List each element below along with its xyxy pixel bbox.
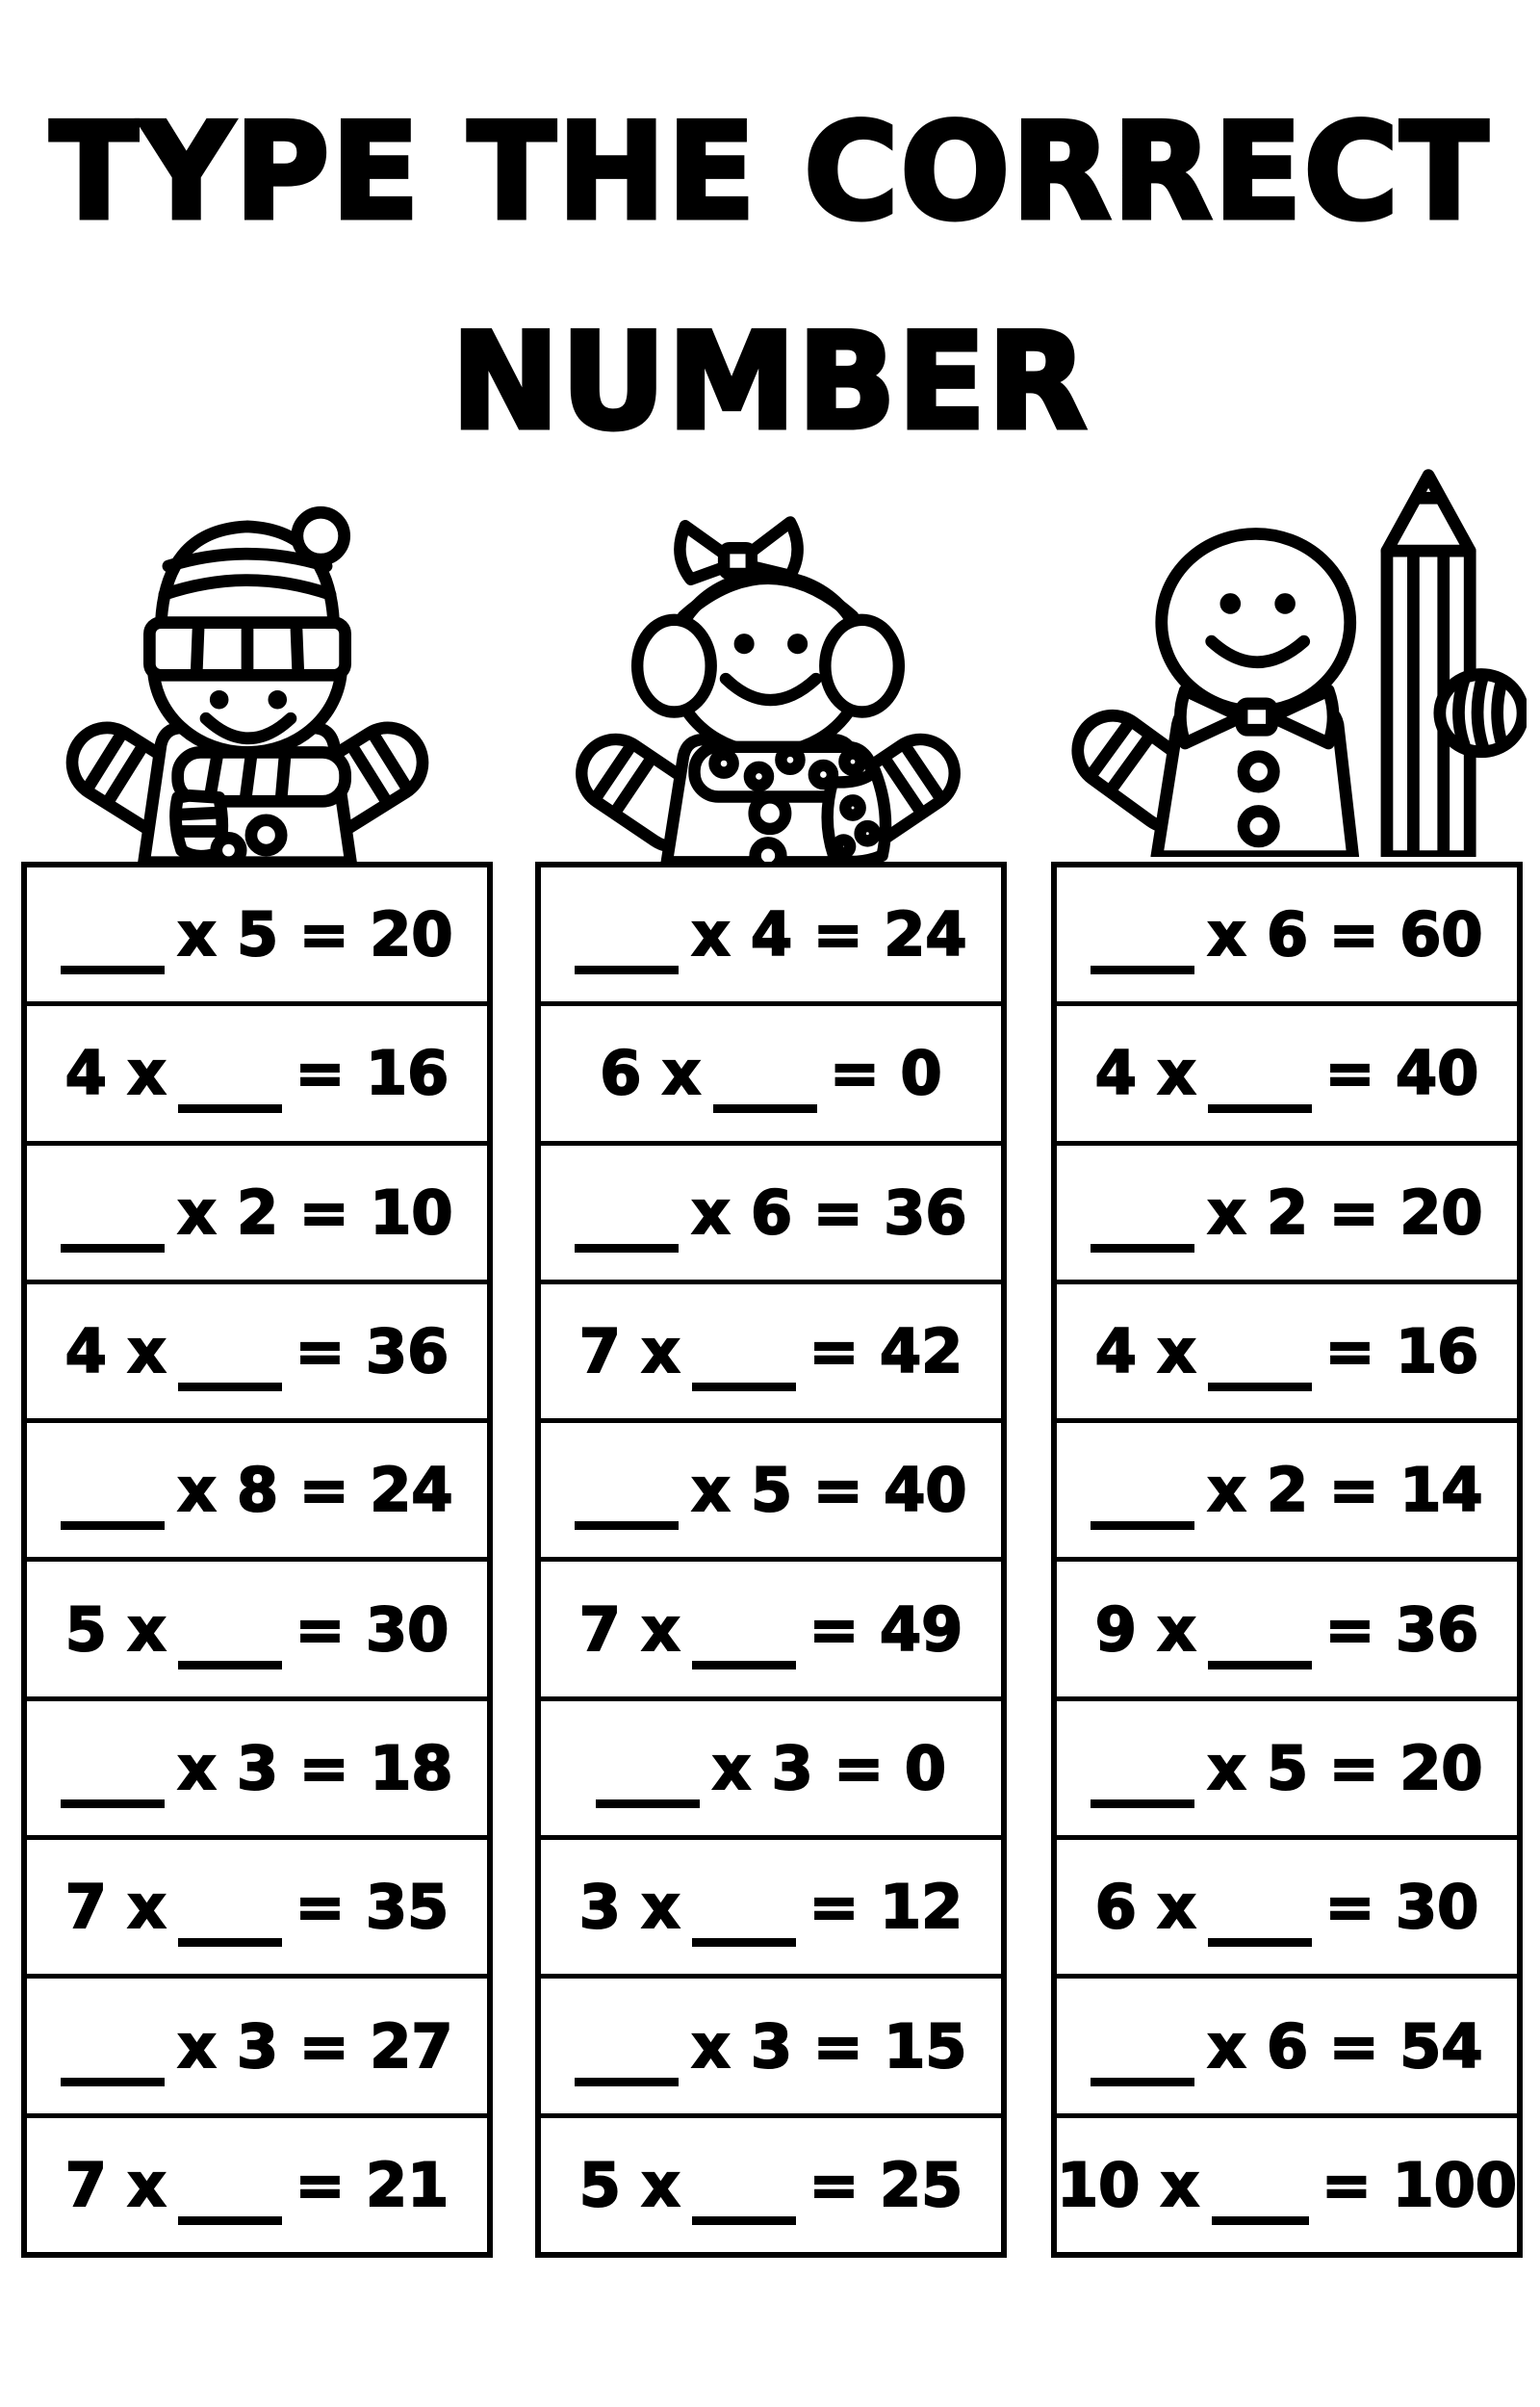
answer-blank[interactable] <box>1208 1062 1312 1113</box>
equation-before-text: 9 x <box>1094 1593 1196 1665</box>
problem-row <box>1057 1835 1517 1974</box>
answer-blank[interactable] <box>575 2035 679 2086</box>
answer-blank[interactable] <box>1212 2174 1309 2225</box>
answer-blank[interactable] <box>692 1340 796 1391</box>
answer-blank[interactable] <box>575 923 679 974</box>
equation-after-text: x 6 = 36 <box>691 1177 967 1248</box>
answer-blank[interactable] <box>575 1202 679 1253</box>
problem-row <box>27 867 487 1001</box>
answer-blank[interactable] <box>61 1202 165 1253</box>
answer-blank[interactable] <box>596 1757 700 1808</box>
equation-after-text: = 30 <box>295 1593 449 1665</box>
equation-after-text: = 30 <box>1324 1872 1479 1943</box>
problem-row <box>541 1418 1001 1557</box>
equation-after-text: = 16 <box>295 1038 449 1109</box>
gingerbread-character-2 <box>556 489 980 862</box>
equation-after-text: x 4 = 24 <box>691 899 967 971</box>
problem-row <box>1057 1557 1517 1695</box>
equation-after-text: x 8 = 24 <box>177 1455 453 1526</box>
answer-blank[interactable] <box>692 2174 796 2225</box>
problem-row <box>541 1557 1001 1695</box>
title-line-1: TYPE THE CORRECT <box>49 94 1490 249</box>
problem-row <box>541 867 1001 1001</box>
problem-row <box>541 1696 1001 1835</box>
equation-after-text: = 40 <box>1324 1038 1479 1109</box>
equation-before-text: 6 x <box>1094 1872 1196 1943</box>
equation-before-text: 4 x <box>1094 1038 1196 1109</box>
problem-row <box>541 1001 1001 1140</box>
answer-blank[interactable] <box>692 1896 796 1947</box>
problem-row <box>541 2113 1001 2252</box>
equation-before-text: 6 x <box>600 1038 702 1109</box>
answer-blank[interactable] <box>692 1618 796 1669</box>
worksheet-title <box>23 67 1517 487</box>
problem-row <box>27 1696 487 1835</box>
equation-after-text: = 21 <box>295 2149 449 2220</box>
answer-blank[interactable] <box>178 1618 282 1669</box>
gingerbread-winter-hat-striped-scarf-icon <box>40 481 454 863</box>
answer-blank[interactable] <box>61 1479 165 1530</box>
equation-after-text: = 25 <box>808 2149 963 2220</box>
answer-blank[interactable] <box>713 1062 817 1113</box>
problem-row <box>541 1974 1001 2112</box>
equation-after-text: x 3 = 18 <box>177 1732 453 1803</box>
equation-before-text: 4 x <box>64 1316 167 1387</box>
problem-row <box>27 1141 487 1280</box>
problem-row <box>1057 1418 1517 1557</box>
problem-row <box>541 1835 1001 1974</box>
answer-blank[interactable] <box>1091 1757 1194 1808</box>
answer-blank[interactable] <box>1091 2035 1194 2086</box>
equation-before-text: 10 x <box>1057 2149 1199 2220</box>
problems-table-1 <box>21 862 493 2258</box>
equation-after-text: = 36 <box>295 1316 449 1387</box>
problem-row <box>27 1974 487 2112</box>
gingerbread-character-3 <box>1055 460 1527 857</box>
equation-after-text: x 5 = 20 <box>177 899 453 971</box>
equation-after-text: = 49 <box>808 1593 963 1665</box>
answer-blank[interactable] <box>1208 1618 1312 1669</box>
equation-before-text: 7 x <box>578 1316 680 1387</box>
equation-after-text: x 2 = 20 <box>1207 1177 1483 1248</box>
answer-blank[interactable] <box>1091 923 1194 974</box>
answer-blank[interactable] <box>575 1479 679 1530</box>
answer-blank[interactable] <box>178 1340 282 1391</box>
equation-after-text: x 6 = 54 <box>1207 2010 1483 2082</box>
equation-after-text: x 3 = 15 <box>691 2010 967 2082</box>
problem-row <box>1057 1141 1517 1280</box>
problem-row <box>541 1280 1001 1418</box>
problem-row <box>1057 1974 1517 2112</box>
problems-table-3 <box>1051 862 1523 2258</box>
answer-blank[interactable] <box>61 1757 165 1808</box>
answer-blank[interactable] <box>1091 1202 1194 1253</box>
problem-row <box>541 1141 1001 1280</box>
problems-table-2 <box>535 862 1007 2258</box>
gingerbread-earmuffs-bow-polka-dot-scarf-icon <box>556 489 980 862</box>
equation-before-text: 5 x <box>578 2149 680 2220</box>
gingerbread-character-1 <box>40 481 454 863</box>
equation-after-text: = 42 <box>808 1316 963 1387</box>
problem-row <box>1057 1001 1517 1140</box>
problem-row <box>27 1835 487 1974</box>
equation-after-text: = 0 <box>830 1038 942 1109</box>
problem-row <box>1057 1696 1517 1835</box>
equation-after-text: x 5 = 40 <box>691 1455 967 1526</box>
equation-after-text: x 3 = 0 <box>712 1732 946 1803</box>
equation-before-text: 7 x <box>578 1593 680 1665</box>
equation-after-text: x 5 = 20 <box>1207 1732 1483 1803</box>
equation-after-text: x 6 = 60 <box>1207 899 1483 971</box>
answer-blank[interactable] <box>61 923 165 974</box>
gingerbread-bow-tie-pencil-icon <box>1055 460 1527 857</box>
answer-blank[interactable] <box>178 1896 282 1947</box>
answer-blank[interactable] <box>178 2174 282 2225</box>
answer-blank[interactable] <box>61 2035 165 2086</box>
equation-after-text: = 12 <box>808 1872 963 1943</box>
problem-row <box>1057 2113 1517 2252</box>
answer-blank[interactable] <box>1208 1340 1312 1391</box>
equation-before-text: 7 x <box>64 1872 167 1943</box>
equation-after-text: = 36 <box>1324 1593 1479 1665</box>
title-line-2: NUMBER <box>450 304 1090 459</box>
problem-row <box>27 1280 487 1418</box>
equation-before-text: 7 x <box>64 2149 167 2220</box>
equation-before-text: 4 x <box>64 1038 167 1109</box>
equation-before-text: 4 x <box>1094 1316 1196 1387</box>
problem-row <box>1057 1280 1517 1418</box>
problem-row <box>27 1001 487 1140</box>
equation-after-text: = 16 <box>1324 1316 1479 1387</box>
problem-row <box>1057 867 1517 1001</box>
equation-before-text: 3 x <box>578 1872 680 1943</box>
equation-before-text: 5 x <box>64 1593 167 1665</box>
equation-after-text: = 35 <box>295 1872 449 1943</box>
equation-after-text: x 3 = 27 <box>177 2010 453 2082</box>
equation-after-text: x 2 = 14 <box>1207 1455 1483 1526</box>
problem-row <box>27 2113 487 2252</box>
answer-blank[interactable] <box>1208 1896 1312 1947</box>
equation-after-text: x 2 = 10 <box>177 1177 453 1248</box>
problem-row <box>27 1557 487 1695</box>
answer-blank[interactable] <box>1091 1479 1194 1530</box>
answer-blank[interactable] <box>178 1062 282 1113</box>
problem-row <box>27 1418 487 1557</box>
equation-after-text: = 100 <box>1322 2149 1517 2220</box>
